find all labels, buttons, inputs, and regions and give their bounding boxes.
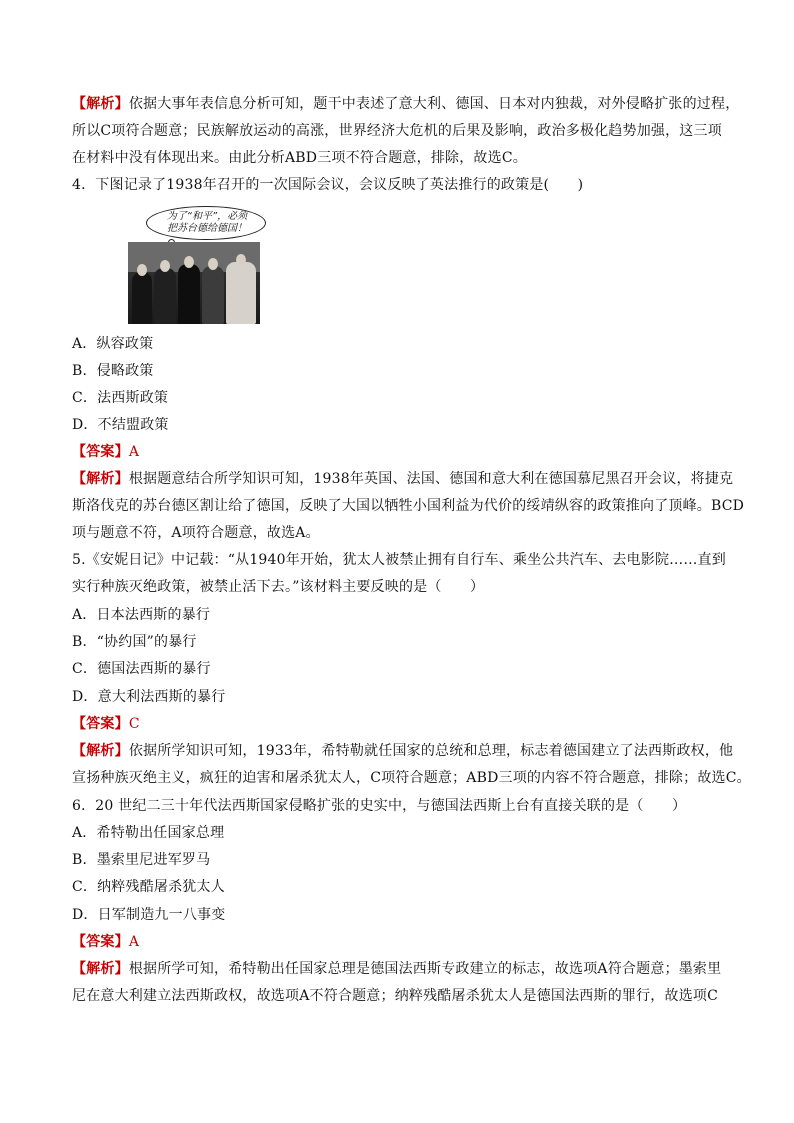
- q5-answer: [72, 714, 732, 734]
- q6-answer-tag: 【答案】: [72, 934, 129, 950]
- q5-answer-tag: 【答案】: [72, 716, 129, 732]
- speech-bubble: [146, 206, 266, 240]
- q5-analysis-line-2: 宣扬种族灭绝主义，疯狂的迫害和屠杀犹太人，C项符合题意；ABD三项的内容不符合题意，排除；故选C。: [72, 770, 751, 786]
- q4-option-d: D．不结盟政策: [72, 417, 169, 433]
- q5-option-d: D．意大利法西斯的暴行: [72, 689, 226, 705]
- q5-option-b: B．“协约国”的暴行: [72, 634, 197, 650]
- q5-analysis-text-1: 依据所学知识可知，1933年，希特勒就任国家的总统和总理，标志着德国建立了法西斯政权，他: [128, 743, 734, 759]
- q4-cartoon-image: [128, 206, 264, 324]
- q5-option-c: C．德国法西斯的暴行: [72, 661, 211, 677]
- q4-option-c: C．法西斯政策: [72, 390, 169, 406]
- q6-answer-value: A: [128, 934, 140, 950]
- q4-analysis-line-3: 项与题意不符，A项符合题意，故选A。: [72, 525, 320, 541]
- q4-option-b: B．侵略政策: [72, 363, 154, 379]
- q5-answer-value: C: [128, 716, 140, 732]
- q6-analysis-text-1: 根据所学可知，希特勒出任国家总理是德国法西斯专政建立的标志，故选项A符合题意；墨索里: [128, 961, 722, 977]
- q3-analysis-line-3: 在材料中没有体现出来。由此分析ABD三项不符合题意，排除，故选C。: [72, 150, 527, 166]
- q3-analysis-text-1: 依据大事年表信息分析可知，题干中表述了意大利、德国、日本对内独裁，对外侵略扩张的过程，: [128, 96, 740, 112]
- q3-analysis-tag: 【解析】: [72, 96, 129, 112]
- q4-answer-value: A: [128, 444, 140, 460]
- q4-option-a: A．纵容政策: [72, 336, 154, 352]
- q5-stem-line-1: 5.《安妮日记》中记载：“从1940年开始，犹太人被禁止拥有自行车、乘坐公共汽车、去电影院……直到: [72, 552, 726, 568]
- q6-option-d: D．日军制造九一八事变: [72, 907, 226, 923]
- q3-analysis-line-2: 所以C项符合题意；民族解放运动的高涨，世界经济大危机的后果及影响，政治多极化趋势加强，这三项: [72, 123, 722, 139]
- q6-option-a: A．希特勒出任国家总理: [72, 825, 225, 841]
- q6-option-c: C．纳粹残酷屠杀犹太人: [72, 879, 225, 895]
- q5-option-a: A．日本法西斯的暴行: [72, 607, 211, 623]
- q4-analysis-line-1: [72, 469, 732, 489]
- q4-answer-tag: 【答案】: [72, 444, 129, 460]
- q4-analysis-line-2: 斯洛伐克的苏台德区割让给了德国，反映了大国以牺牲小国利益为代价的绥靖纵容的政策推向了顶峰。BCD: [72, 498, 745, 514]
- cartoon-caption-line-1: 为了“和平”，必须: [166, 211, 248, 222]
- q4-analysis-text-1: 根据题意结合所学知识可知，1938年英国、法国、德国和意大利在德国慕尼黑召开会议，将捷克: [128, 471, 734, 487]
- cartoon-caption-line-2: 把苏台德给德国！: [167, 223, 247, 234]
- q6-analysis-line-1: [72, 959, 732, 979]
- q5-analysis-tag: 【解析】: [72, 743, 129, 759]
- q6-stem: 6．20 世纪二三十年代法西斯国家侵略扩张的史实中，与德国法西斯上台有直接关联的是（ ）: [72, 798, 687, 814]
- q6-option-b: B．墨索里尼进军罗马: [72, 852, 211, 868]
- q6-analysis-tag: 【解析】: [72, 961, 129, 977]
- q5-analysis-line-1: [72, 741, 732, 761]
- q5-stem-line-2: 实行种族灭绝政策，被禁止活下去。”该材料主要反映的是（ ）: [72, 579, 485, 595]
- q6-answer: [72, 932, 732, 952]
- q6-analysis-line-2: 尼在意大利建立法西斯政权，故选项A不符合题意；纳粹残酷屠杀犹太人是德国法西斯的罪行，故选项C: [72, 988, 719, 1004]
- q4-analysis-tag: 【解析】: [72, 471, 129, 487]
- conference-photo: [128, 242, 260, 324]
- q3-analysis-line-1: [72, 94, 740, 114]
- q4-answer: [72, 442, 732, 462]
- q4-stem: 4．下图记录了1938年召开的一次国际会议，会议反映了英法推行的政策是( ): [72, 177, 584, 193]
